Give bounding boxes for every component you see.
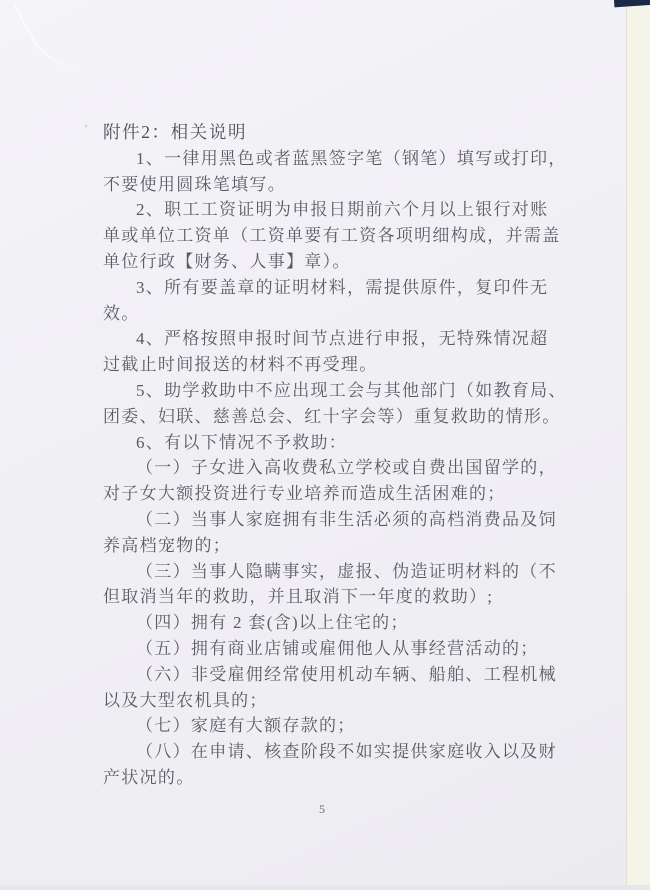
- text-line: 6、有以下情况不予救助：: [136, 432, 348, 452]
- text-line: （四）拥有 2 套(含)以上住宅的；: [136, 613, 409, 633]
- text-line: （七）家庭有大额存款的；: [136, 716, 356, 736]
- text-line: 单位行政【财务、人事】章）。: [103, 251, 351, 271]
- text-line: （三）当事人隐瞒事实，虚报、伪造证明材料的（不: [136, 561, 557, 581]
- pencil-mark: ʹ: [85, 123, 88, 135]
- text-line: 1、一律用黑色或者蓝黑签字笔（钢笔）填写或打印，: [136, 148, 567, 168]
- underlying-page-edge: [626, 0, 650, 890]
- document-content: [85, 120, 567, 791]
- text-line: 过截止时间报送的材料不再受理。: [103, 355, 378, 375]
- text-line: 3、所有要盖章的证明材料，需提供原件，复印件无: [136, 277, 549, 297]
- text-line: 但取消当年的救助，并且取消下一年度的救助）;: [103, 587, 494, 607]
- text-line: 4、严格按照申报时间节点进行申报，无特殊情况超: [136, 329, 549, 349]
- text-line: 2、职工工资证明为申报日期前六个月以上银行对账: [136, 200, 549, 220]
- text-line: 团委、妇联、慈善总会、红十字会等）重复救助的情形。: [103, 406, 561, 426]
- document-body: [103, 146, 567, 791]
- text-line: （八）在申请、核查阶段不如实提供家庭收入以及财: [136, 742, 557, 762]
- text-line: 5、助学救助中不应出现工会与其他部门（如教育局、: [136, 380, 567, 400]
- text-line: 产状况的。: [103, 767, 195, 787]
- text-line: 养高档宠物的；: [103, 535, 232, 555]
- document-title: 附件2：相关说明: [103, 122, 248, 142]
- paper-crease: [13, 0, 119, 84]
- text-line: 对子女大额投资进行专业培养而造成生活困难的；: [103, 484, 506, 504]
- text-line: 效。: [103, 303, 140, 323]
- text-line: 以及大型农机具的；: [103, 690, 268, 710]
- text-line: 不要使用圆珠笔填写。: [103, 174, 286, 194]
- text-line: （五）拥有商业店铺或雇佣他人从事经营活动的；: [136, 638, 539, 658]
- text-line: （一）子女进入高收费私立学校或自费出国留学的，: [136, 458, 557, 478]
- text-line: 单或单位工资单（工资单要有工资各项明细构成，并需盖: [103, 226, 561, 246]
- text-line: （二）当事人家庭拥有非生活必须的高档消费品及饲: [136, 509, 557, 529]
- paper-bottom-edge: [0, 885, 650, 890]
- text-line: （六）非受雇佣经常使用机动车辆、船舶、工程机械: [136, 664, 557, 684]
- page-number: 5: [319, 802, 325, 816]
